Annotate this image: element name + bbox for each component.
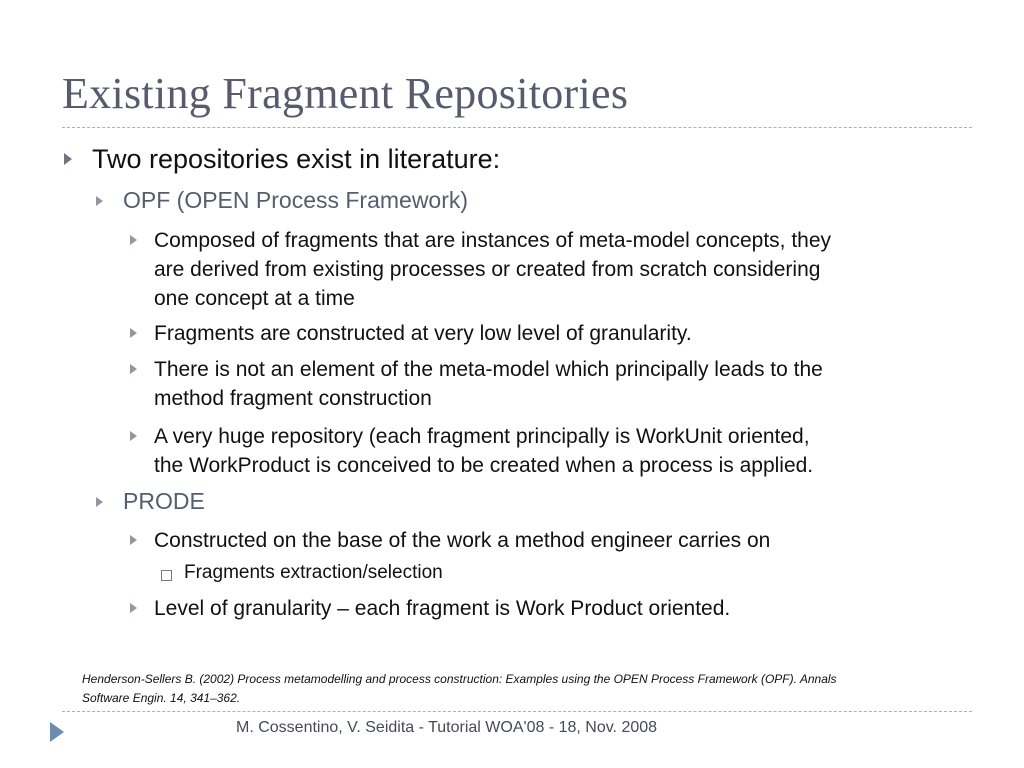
opf-item-3 <box>154 355 823 413</box>
opf-item-2 <box>154 319 692 348</box>
prode-item-1: Constructed on the base of the work a method engineer carries on <box>154 529 771 552</box>
bullet-arrow-icon <box>130 603 137 613</box>
opf-item-2-line: Fragments are constructed at very low level of granularity. <box>154 322 692 345</box>
opf-heading: OPF (OPEN Process Framework) <box>123 187 469 213</box>
opf-item-1-line: Composed of fragments that are instances of meta-model concepts, they <box>154 229 832 252</box>
reference-line: Henderson-Sellers B. (2002) Process metamodelling and process construction: Examples using the OPEN Process Framework (OPF). Annals <box>82 672 837 686</box>
next-slide-arrow-icon[interactable] <box>50 722 64 742</box>
bullet-arrow-icon <box>64 153 72 165</box>
opf-item-4-line: A very huge repository (each fragment principally is WorkUnit oriented, <box>154 425 810 448</box>
bullet-level1: Two repositories exist in literature: <box>92 144 501 174</box>
reference-line: Software Engin. 14, 341–362. <box>82 691 241 705</box>
reference-citation <box>82 670 922 708</box>
bullet-arrow-icon <box>130 535 137 545</box>
opf-item-3-line: There is not an element of the meta-model which principally leads to the <box>154 358 823 381</box>
bullet-arrow-icon <box>130 364 137 374</box>
opf-item-3-line: method fragment construction <box>154 387 432 410</box>
slide-footer: M. Cossentino, V. Seidita - Tutorial WOA'08 - 18, Nov. 2008 <box>236 719 658 736</box>
prode-subitem: Fragments extraction/selection <box>184 562 443 583</box>
square-bullet-icon <box>161 570 172 581</box>
bullet-arrow-icon <box>130 328 137 338</box>
title-divider <box>62 127 972 128</box>
opf-item-1-line: are derived from existing processes or created from scratch considering <box>154 258 821 281</box>
opf-item-1 <box>154 226 831 313</box>
bullet-arrow-icon <box>130 431 137 441</box>
opf-item-4 <box>154 422 813 480</box>
prode-item-2: Level of granularity – each fragment is Work Product oriented. <box>154 597 731 620</box>
bullet-arrow-icon <box>96 196 103 206</box>
bullet-arrow-icon <box>96 497 103 507</box>
bullet-arrow-icon <box>130 235 137 245</box>
opf-item-4-line: the WorkProduct is conceived to be created when a process is applied. <box>154 454 814 477</box>
slide-title: Existing Fragment Repositories <box>62 69 629 118</box>
footer-divider <box>62 711 972 712</box>
opf-item-1-line: one concept at a time <box>154 287 355 310</box>
prode-heading: PRODE <box>123 488 205 514</box>
